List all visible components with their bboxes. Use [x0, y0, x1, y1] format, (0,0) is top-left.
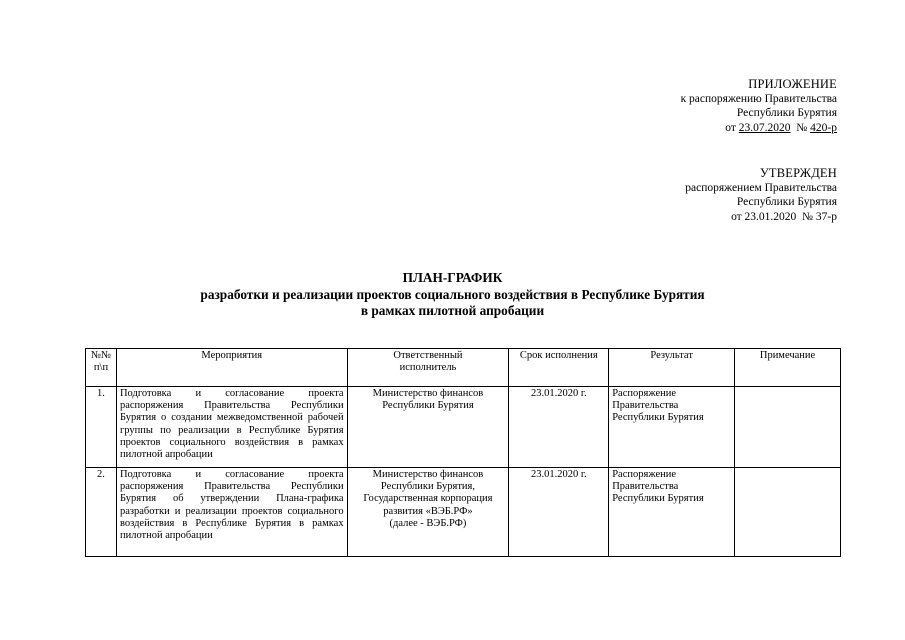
- approved-line-1: распоряжением Правительства: [685, 181, 837, 194]
- title-line-1: ПЛАН-ГРАФИК: [402, 270, 503, 285]
- cell-num: 1.: [86, 387, 117, 468]
- cell-event: Подготовка и согласование проекта распоряжения Правительства Республики Бурятия об утверждении Плана-графика разработки и реализации проектов социального воздействия в Республике Бурятия в рамках пилотной апробации: [116, 468, 347, 557]
- header-note: Примечание: [735, 349, 841, 387]
- cell-result-line: Правительства: [612, 481, 679, 493]
- header-deadline: Срок исполнения: [509, 349, 609, 387]
- appendix-heading: ПРИЛОЖЕНИЕ: [748, 77, 837, 91]
- cell-responsible-line: (далее - ВЭБ.РФ): [389, 517, 467, 529]
- header-num-line-1: №№: [90, 350, 111, 361]
- cell-responsible-line: Министерство финансов: [372, 469, 484, 480]
- approved-heading: УТВЕРЖДЕН: [759, 166, 837, 180]
- cell-responsible-line: Государственная корпорация: [363, 493, 493, 505]
- appendix-date-prefix: от: [725, 121, 739, 134]
- cell-responsible-line: Республики Бурятия,: [380, 481, 475, 493]
- cell-event: Подготовка и согласование проекта распоряжения Правительства Республики Бурятия о создании межведомственной рабочей группы по реализации в Республике Бурятия проектов социального воздействия в рамках пилотной апробации: [116, 387, 347, 468]
- cell-result: [609, 468, 735, 557]
- cell-result: [609, 387, 735, 468]
- header-num-line-2: п\п: [93, 362, 109, 374]
- cell-result-line: Республики Бурятия: [612, 412, 704, 424]
- header-result: Результат: [609, 349, 735, 387]
- appendix-line-2: Республики Бурятия: [736, 107, 837, 120]
- cell-note: [735, 387, 841, 468]
- approved-line-2: Республики Бурятия: [736, 196, 837, 209]
- appendix-date: 23.07.2020: [738, 121, 791, 134]
- table-row: [86, 468, 841, 557]
- cell-num: 2.: [86, 468, 117, 557]
- cell-result-line: Распоряжение: [612, 388, 677, 399]
- table-row: [86, 387, 841, 468]
- cell-deadline: 23.01.2020 г.: [509, 468, 609, 557]
- title-line-3: в рамках пилотной апробации: [360, 303, 545, 318]
- appendix-number-sep: №: [790, 121, 811, 134]
- appendix-line-1: к распоряжению Правительства: [680, 92, 837, 105]
- title-line-2: разработки и реализации проектов социального воздействия в Республике Бурятия: [200, 286, 705, 302]
- plan-table: [85, 348, 841, 557]
- document-title: [0, 270, 905, 320]
- header-num: [86, 349, 117, 387]
- cell-responsible-line: развития «ВЭБ.РФ»: [383, 505, 473, 517]
- cell-result-line: Правительства: [612, 400, 679, 412]
- cell-result-line: Республики Бурятия: [612, 493, 704, 505]
- cell-result-line: Распоряжение: [612, 469, 677, 480]
- cell-responsible-line: Республики Бурятия: [382, 400, 474, 412]
- header-responsible-line-1: Ответственный: [393, 350, 463, 361]
- cell-responsible-line: Министерство финансов: [372, 388, 484, 399]
- cell-deadline: 23.01.2020 г.: [509, 387, 609, 468]
- approved-date-line: от 23.01.2020 № 37-р: [731, 210, 837, 223]
- cell-responsible: [347, 468, 509, 557]
- appendix-block: [681, 77, 837, 135]
- header-event: Мероприятия: [116, 349, 347, 387]
- appendix-number: 420-р: [810, 121, 837, 134]
- cell-responsible: [347, 387, 509, 468]
- table-header-row: [86, 349, 841, 387]
- header-responsible: [347, 349, 509, 387]
- header-responsible-line-2: исполнитель: [399, 362, 457, 374]
- cell-note: [735, 468, 841, 557]
- approved-block: [685, 166, 837, 224]
- appendix-date-line: [681, 121, 837, 136]
